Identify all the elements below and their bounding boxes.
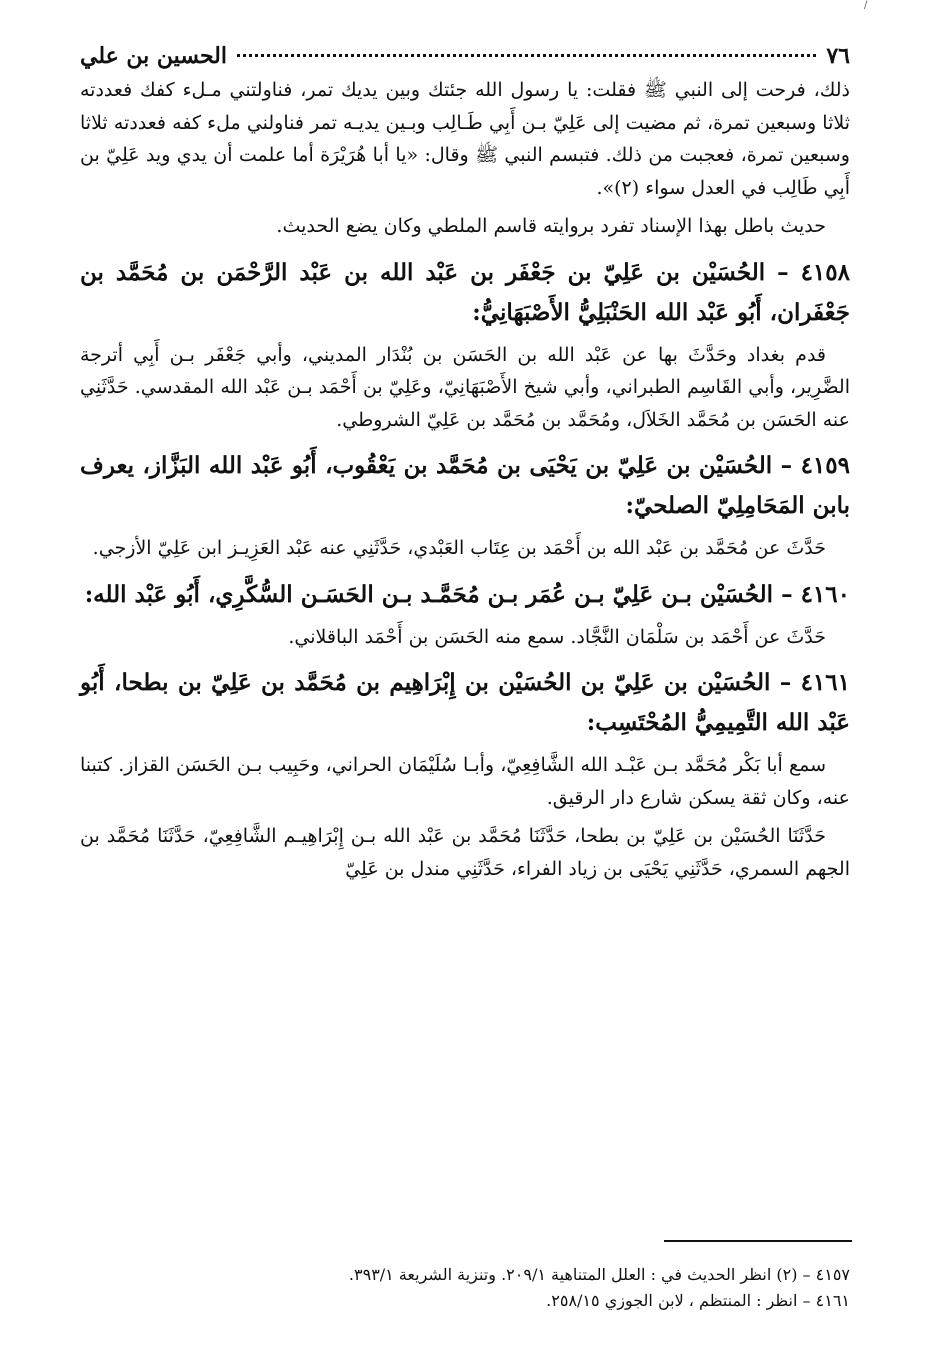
running-title: الحسين بن علي bbox=[80, 43, 227, 69]
entry-body-continued: حَدَّثَنَا الحُسَيْن بن عَلِيّ بن بطحا، حَدَّثَنَا مُحَمَّد بن عَبْد الله بـن إِبْرَاهِيـم الشَّافِعِيّ، حَدَّثَنَا مُحَمَّد بن الجهم السمري، حَدَّثَنِي يَحْيَى بن زياد الفراء، حَدَّثَنِي مندل بن عَلِيّ bbox=[80, 825, 850, 880]
verdict-paragraph: حديث باطل بهذا الإسناد تفرد بروايته قاسم الملطي وكان يضع الحديث. bbox=[276, 215, 826, 237]
document-page bbox=[80, 40, 850, 885]
entry-4158 bbox=[80, 253, 850, 437]
footnote-item: ٤١٦١ – انظر : المنتظم ، لابن الجوزي ٢٥٨/١٥. bbox=[546, 1291, 850, 1310]
entry-4161 bbox=[80, 663, 850, 885]
corner-mark: / bbox=[864, 0, 868, 11]
entry-body: حَدَّثَ عن أَحْمَد بن سَلْمَان النَّجَّاد. سمع منه الحَسَن بن أَحْمَد الباقلاني. bbox=[288, 625, 826, 648]
footnote-item: ٤١٥٧ – (٢) انظر الحديث في : العلل المتناهية ٢٠٩/١. وتنزية الشريعة ٣٩٣/١. bbox=[348, 1265, 850, 1284]
page-number: ٧٦ bbox=[826, 43, 850, 69]
entry-body: حَدَّثَ عن مُحَمَّد بن عَبْد الله بن أَحْمَد بن عِتَاب العَبْدي، حَدَّثَنِي عنه عَبْد العَزِيـز ابن عَلِيّ الأزجي. bbox=[92, 537, 826, 559]
entry-4160 bbox=[80, 575, 850, 654]
entry-body: سمع أبا بَكْر مُحَمَّد بـن عَبْـد الله الشَّافِعِيّ، وأبـا سُلَيْمَان الحراني، وحَبِيب بـن الحَسَن القزاز. كتبنا عنه، وكان ثقة يسكن شارع دار الرقيق. bbox=[80, 754, 850, 809]
footnote-separator bbox=[664, 1240, 852, 1242]
entry-4159 bbox=[80, 446, 850, 565]
header-dot-leader bbox=[237, 54, 816, 57]
continuation-paragraph: ذلك، فرحت إلى النبي ﷺ فقلت: يا رسول الله جئتك وبين يديك تمر، فناولتني مـلء كفك فعددته ثلاثا وسبعين تمرة، ثم مضيت إلى عَلِيّ بـن أَبِي طَـالِب وبـين يديـه تمر فناولني ملء كفه فعددته ثلاثا وسبعين تمرة، فعجبت من ذلك. فتبسم النبي ﷺ وقال: «يا أبا هُرَيْرَة أما علمت أن يدي ويد عَلِيّ بن أَبِي طَالِب في العدل سواء (٢)». bbox=[80, 79, 850, 199]
entry-heading: ٤١٥٨ – الحُسَيْن بن عَلِيّ بن جَعْفَر بن عَبْد الله بن عَبْد الرَّحْمَن بن مُحَمَّد بن جَعْفَران، أَبُو عَبْد الله الحَنْبَلِيُّ الأَصْبَهَانِيُّ: bbox=[80, 258, 850, 326]
entry-heading: ٤١٥٩ – الحُسَيْن بن عَلِيّ بن يَحْيَى بن مُحَمَّد بن يَعْقُوب، أَبُو عَبْد الله البَزَّاز، يعرف بابن المَحَامِلِيّ الصلحيّ: bbox=[80, 452, 850, 519]
entry-body: قدم بغداد وحَدَّثَ بها عن عَبْد الله بن الحَسَن بن بُنْدَار المديني، وأبي جَعْفَر بـن أَبِي أترجة الضَّرِير، وأبي القَاسِم الطبراني، وأبي شيخ الأَصْبَهَانِيّ، وعَلِيّ بن أَحْمَد بـن عَبْد الله المقدسي. حَدَّثَنِي عنه الحَسَن بن مُحَمَّد الخَلاَل، ومُحَمَّد بن مُحَمَّد بن عَلِيّ الشروطي. bbox=[80, 343, 850, 431]
running-header bbox=[80, 40, 850, 74]
entry-heading: ٤١٦٠ – الحُسَيْن بـن عَلِيّ بـن عُمَر بـن مُحَمَّـد بـن الحَسَـن السُّكَّرِي، أَبُو عَبْد الله: bbox=[84, 580, 850, 608]
entry-heading: ٤١٦١ – الحُسَيْن بن عَلِيّ بن الحُسَيْن بن إِبْرَاهِيم بن مُحَمَّد بن عَلِيّ بن بطحا، أَبُو عَبْد الله التَّمِيمِيُّ المُحْتَسِب: bbox=[80, 669, 850, 736]
footnotes bbox=[80, 1262, 850, 1314]
